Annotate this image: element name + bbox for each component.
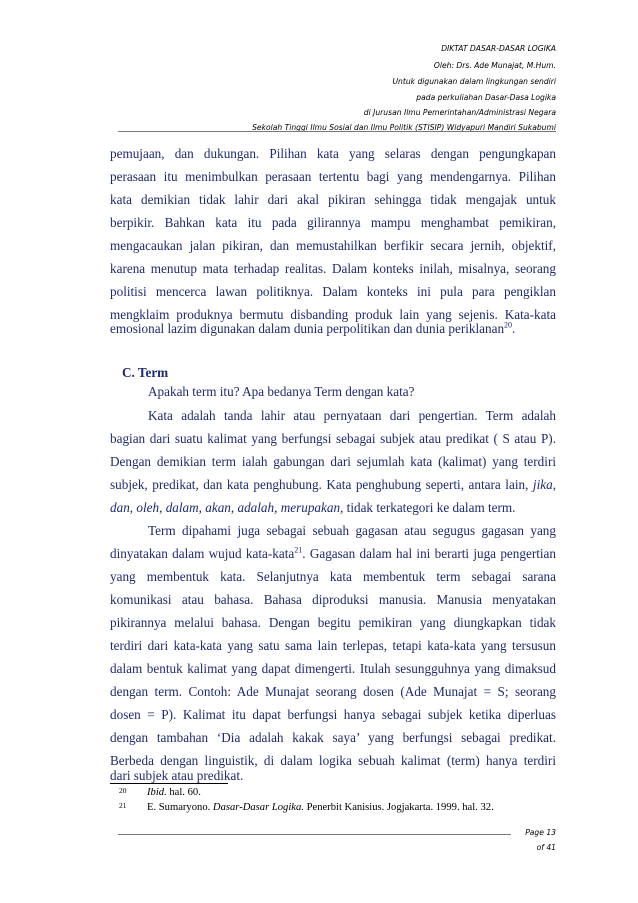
paragraph-line: Berbeda dengan linguistik, di dalam logika sebuah kalimat (term) hanya terdiri — [110, 753, 556, 768]
paragraph-line: terdiri dari kata-kata yang satu sama lain terlepas, tetapi kata-kata yang tersusun — [110, 638, 556, 653]
paragraph-line: komunikasi atau bahasa. Bahasa diproduksi manusia. Manusia menyatakan — [110, 592, 556, 607]
page-total: of 41 — [536, 843, 556, 852]
paragraph-line: dengan term. Contoh: Ade Munajat seorang dosen (Ade Munajat = S; seorang — [110, 684, 556, 699]
paragraph-line: perasaan itu menimbulkan perasaan tertentu bagi yang mendengarnya. Pilihan — [110, 169, 556, 184]
paragraph-line: emosional lazim digunakan dalam dunia perpolitikan dan dunia periklanan$^{20}$. — [110, 320, 516, 336]
page-number: Page 13 — [525, 828, 556, 837]
header-title: DIKTAT DASAR-DASAR LOGIKA — [441, 44, 556, 53]
paragraph-line: Dengan demikian term ialah gabungan dari sejumlah kata (kalimat) yang terdiri — [110, 454, 556, 469]
paragraph-line: subjek, predikat, dan kata penghubung. Kata penghubung seperti, antara lain, jika, — [110, 477, 556, 492]
footer-divider — [118, 834, 511, 835]
header-institution: Sekolah Tinggi Ilmu Sosial dan Ilmu Politik (STISIP) Widyapuri Mandiri Sukabumi — [252, 123, 556, 132]
paragraph-line: karena menutup mata terhadap realitas. Dalam konteks inilah, misalnya, seorang — [110, 261, 556, 276]
paragraph-line: yang membentuk kata. Selanjutnya kata membentuk term sebagai sarana — [110, 569, 556, 584]
paragraph-line: dengan tambahan ‘Dia adalah kakak saya’ yang berfungsi sebagai predikat. — [110, 730, 556, 745]
paragraph-line: dosen = P). Kalimat itu dapat berfungsi hanya sebagai subjek ketika diperluas — [110, 707, 556, 722]
header-usage-note: Untuk digunakan dalam lingkungan sendiri — [392, 77, 556, 86]
paragraph-line: mengacaukan jalan pikiran, dan memustahilkan berfikir secara jernih, objektif, — [110, 238, 556, 253]
paragraph-line: dalam bentuk kalimat yang dapat dimengerti. Itulah sesungguhnya yang dimaksud — [110, 661, 556, 676]
paragraph-line: kata demikian tidak lahir dari akal pikiran sehingga tidak mengajak untuk — [110, 192, 556, 207]
paragraph-line: dari subjek atau predikat. — [110, 768, 244, 783]
section-heading: C. Term — [122, 365, 169, 380]
footnote-20: Ibid. hal. 60. — [147, 787, 201, 798]
paragraph-line: berpikir. Bahkan kata itu pada gilirannya mampu menghambat pemikiran, — [110, 215, 556, 230]
paragraph-line: Term dipahami juga sebagai sebuah gagasan atau segugus gagasan yang — [148, 523, 556, 538]
footnote-number: 20 — [119, 786, 127, 795]
footnote-21: E. Sumaryono. Dasar-Dasar Logika. Penerbit Kanisius. Jogjakarta. 1999. hal. 32. — [147, 802, 494, 813]
header-course: pada perkuliahan Dasar-Dasa Logika — [416, 93, 556, 102]
header-divider — [118, 131, 556, 132]
paragraph-line: dinyatakan dalam wujud kata-kata$^{21}$. Gagasan dalam hal ini berarti juga pengertian — [110, 545, 556, 561]
footnote-ref-21[interactable]: 21 — [294, 545, 303, 555]
footnote-number: 21 — [119, 801, 127, 810]
paragraph-line: bagian dari suatu kalimat yang berfungsi sebagai subjek atau predikat ( S atau P). — [110, 431, 556, 446]
footnote-separator — [110, 783, 228, 784]
paragraph-line: pikirannya melalui bahasa. Dengan begitu pemikiran yang diungkapkan tidak — [110, 615, 556, 630]
paragraph-line: mengklaim produknya bermutu disbanding produk lain yang sejenis. Kata-kata — [110, 307, 556, 322]
paragraph-line: dan, oleh, dalam, akan, adalah, merupakan, tidak terkategori ke dalam term. — [110, 500, 516, 515]
paragraph-line: pemujaan, dan dukungan. Pilihan kata yang selaras dengan pengungkapan — [110, 146, 556, 161]
paragraph-line: politisi mencerca lawan politiknya. Dalam konteks ini pula para pengiklan — [110, 284, 556, 299]
section-question: Apakah term itu? Apa bedanya Term dengan kata? — [148, 384, 415, 399]
footnote-ref-20[interactable]: 20 — [504, 320, 513, 330]
paragraph-line: Kata adalah tanda lahir atau pernyataan dari pengertian. Term adalah — [148, 408, 556, 423]
header-author: Oleh: Drs. Ade Munajat, M.Hum. — [433, 61, 556, 70]
header-department: di Jurusan Ilmu Pemerintahan/Administrasi Negara — [363, 108, 556, 117]
